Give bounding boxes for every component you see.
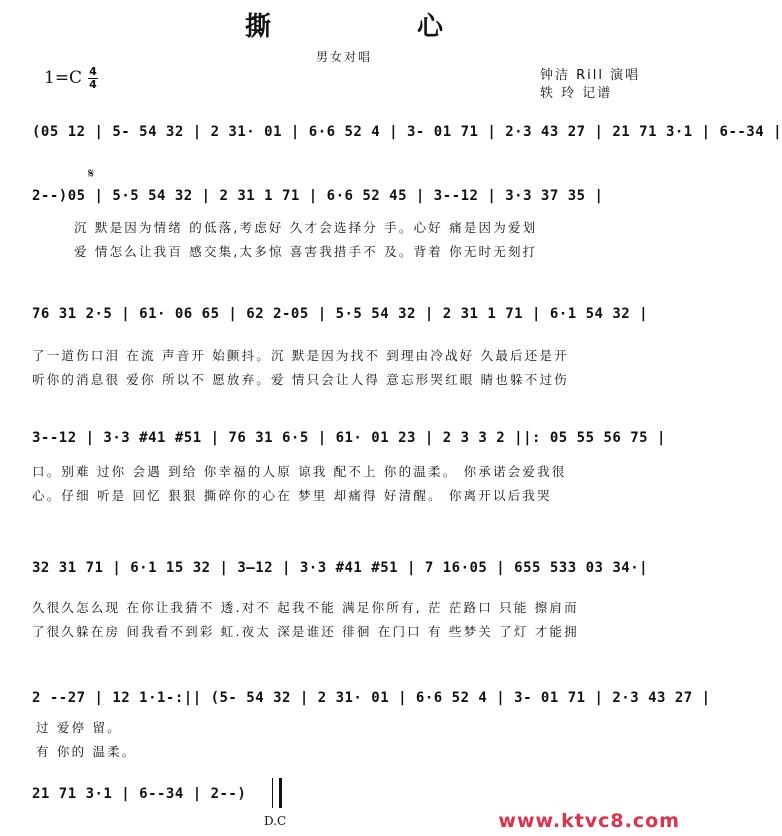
lyric-row-5-verse-2: 了很久躲在房 间我看不到彩 虹.夜太 深是谁还 徘徊 在门口 有 些梦关 了灯 才能拥 (32, 624, 579, 639)
lyric-row-3-verse-2: 听你的消息很 爱你 所以不 愿放弃。爱 情只会让人得 意忘形哭红眼 睛也躲不过伤 (32, 372, 569, 387)
notation-row-6: 2 --27 | 12 1·1-:|| (5- 54 32 | 2 31· 01 | 6·6 52 4 | 3- 01 71 | 2·3 43 27 | (32, 690, 711, 706)
lyric-row-4-verse-2: 心。仔细 听是 回忆 狠狠 撕碎你的心在 梦里 却痛得 好清醒。 你离开以后我哭 (32, 488, 552, 503)
segno-mark: 𝄋 (88, 166, 95, 182)
notation-row-2: 2--)05 | 5·5 54 32 | 2 31 1 71 | 6·6 52 45 | 3--12 | 3·3 37 35 | (32, 188, 604, 204)
meter-top: 4 (89, 65, 97, 78)
lyric-row-2-verse-2: 爱 情怎么让我百 感交集,太多惊 喜害我措手不 及。背着 你无时无刻打 (74, 244, 538, 259)
lyric-row-5-verse-1: 久很久怎么现 在你让我猜不 透.对不 起我不能 满足你所有, 茫 茫路口 只能 擦肩而 (32, 600, 579, 615)
key-signature: 1=C (44, 68, 83, 88)
dc-mark: D.C (264, 814, 287, 828)
lyric-row-3-verse-1: 了一道伤口泪 在流 声音开 始颤抖。沉 默是因为找不 到理由冷战好 久最后还是开 (32, 348, 569, 363)
page-subtitle: 男女对唱 (315, 50, 372, 64)
site-watermark: www.ktvc8.com (498, 810, 680, 832)
lyric-row-2-verse-1: 沉 默是因为情绪 的低落,考虑好 久才会选择分 手。心好 痛是因为爱划 (74, 220, 538, 235)
performers-credit: 钟洁 Rill 演唱 (540, 68, 641, 83)
lyric-row-6-verse-1: 过 爱停 留。 (36, 720, 122, 735)
final-barline (272, 778, 282, 808)
notation-row-5: 32 31 71 | 6·1 15 32 | 3—12 | 3·3 #41 #51 | 7 16·05 | 655 533 03 34·| (32, 560, 649, 576)
notation-row-7: 21 71 3·1 | 6--34 | 2--) (32, 786, 247, 802)
transcriber-credit: 轶 玲 记谱 (540, 86, 613, 101)
lyric-row-6-verse-2: 有 你的 温柔。 (36, 744, 137, 759)
page-title: 撕 心 (244, 12, 503, 42)
notation-row-3: 76 31 2·5 | 61· 06 65 | 62 2-05 | 5·5 54 32 | 2 31 1 71 | 6·1 54 32 | (32, 306, 649, 322)
lyric-row-4-verse-1: 口。别难 过你 会遇 到给 你幸福的人原 谅我 配不上 你的温柔。 你承诺会爱我很 (32, 464, 567, 479)
time-signature (88, 66, 98, 91)
notation-row-4: 3--12 | 3·3 #41 #51 | 76 31 6·5 | 61· 01 23 | 2 3 3 2 ||: 05 55 56 75 | (32, 430, 666, 446)
notation-row-1: (05 12 | 5- 54 32 | 2 31· 01 | 6·6 52 4 | 3- 01 71 | 2·3 43 27 | 21 71 3·1 | 6--34 | (32, 124, 782, 140)
meter-bottom: 4 (89, 78, 97, 91)
